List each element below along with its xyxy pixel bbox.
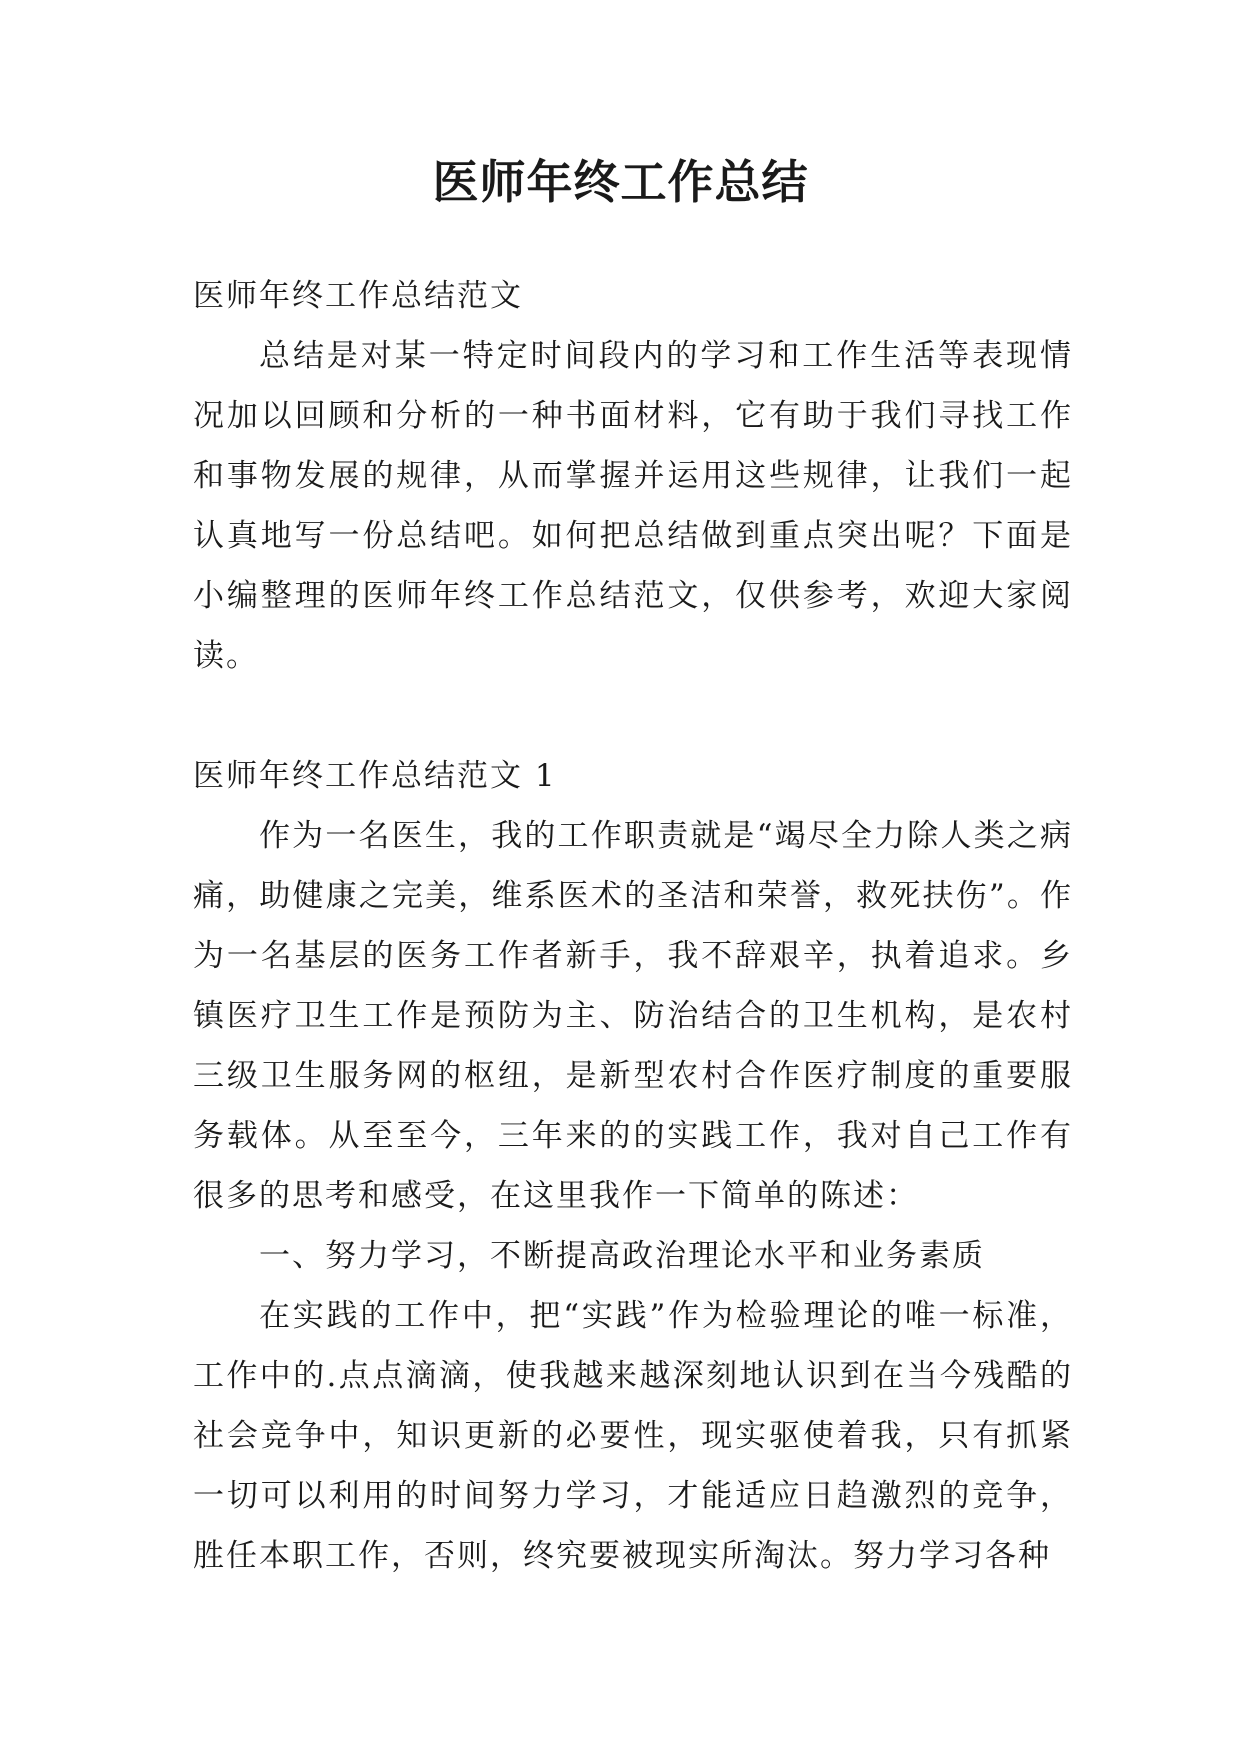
subheading-sample-essay-1: 医师年终工作总结范文 1 [193,758,557,794]
subheading-sample-essay: 医师年终工作总结范文 [193,278,523,314]
section-heading-1: 一、努力学习，不断提高政治理论水平和业务素质 [259,1238,985,1274]
document-body [193,266,1073,1586]
document-title: 医师年终工作总结 [432,155,809,209]
paragraph-gap [193,686,1073,746]
intro-paragraph: 总结是对某一特定时间段内的学习和工作生活等表现情况加以回顾和分析的一种书面材料，它有助于我们寻找工作和事物发展的规律，从而掌握并运用这些规律，让我们一起认真地写一份总结吧。如何把总结做到重点突出呢？下面是小编整理的医师年终工作总结范文，仅供参考，欢迎大家阅读。 [193,338,1073,674]
body-paragraph-2: 在实践的工作中，把“实践”作为检验理论的唯一标准，工作中的.点点滴滴，使我越来越深刻地认识到在当今残酷的社会竞争中，知识更新的必要性，现实驱使着我，只有抓紧一切可以利用的时间努力学习，才能适应日趋激烈的竞争，胜任本职工作，否则，终究要被现实所淘汰。努力学习各种 [193,1298,1073,1574]
body-paragraph-1: 作为一名医生，我的工作职责就是“竭尽全力除人类之病痛，助健康之完美，维系医术的圣洁和荣誉，救死扶伤”。作为一名基层的医务工作者新手，我不辞艰辛，执着追求。乡镇医疗卫生工作是预防为主、防治结合的卫生机构，是农村三级卫生服务网的枢纽，是新型农村合作医疗制度的重要服务载体。从至至今，三年来的的实践工作，我对自己工作有很多的思考和感受，在这里我作一下简单的陈述： [193,818,1073,1214]
